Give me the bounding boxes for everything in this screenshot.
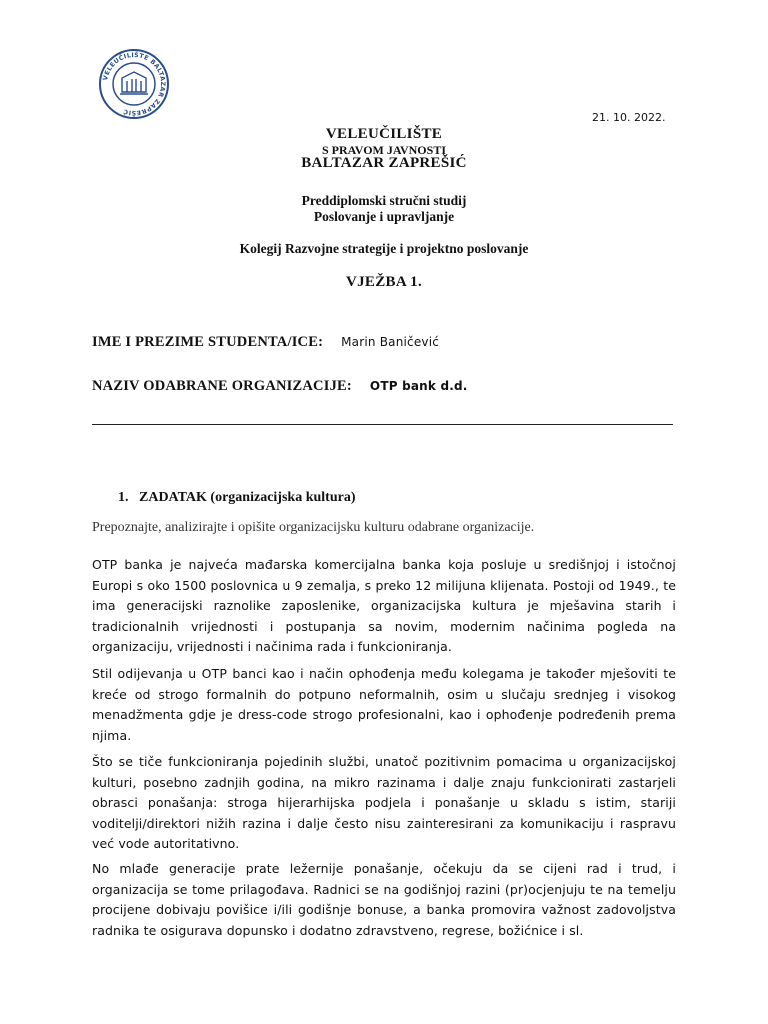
student-name: Marin Baničević [341,335,440,349]
header-institution: VELEUČILIŠTE [325,126,443,142]
study-field: Poslovanje i upravljanje [313,209,455,224]
organization-name: OTP bank d.d. [369,379,468,393]
study-program: Preddiplomski stručni studij [301,193,467,208]
task-title: ZADATAK (organizacijska kultura) [139,490,356,505]
header-public-rights: S PRAVOM JAVNOSTI [321,143,446,157]
paragraph: Što se tiče funkcioniranja pojedinih službi, unatoč pozitivnim pomacima u organizacijskoj kulturi, posebno zadnjih godina, na mikro razinama i dalje znaju funkcionirati zastarjeli obrasci ponašanja: stroga hijerarhijska podjela i ponašanje u skladu s istim, stariji voditelji/direktori nižih razina i dalje često nisu zainteresirani za komunikaciju i raspravu već vode autoritativno. [92,754,676,852]
task-intro: Prepoznajte, analizirajte i opišite organizacijsku kulturu odabrane organizacije. [92,520,535,535]
paragraph: Stil odijevanja u OTP banci kao i način ophođenja među kolegama je također mješoviti te kreće od strogo formalnih do potpuno neformalnih, osim u slučaju srednjeg i visokog menadžmenta gdje je dress-code strogo profesionalni, kao i ophođenje podređenih prema njima. [92,666,676,743]
task-heading [118,490,355,506]
building-icon [120,72,148,94]
task-number: 1. [118,490,129,505]
paragraph: OTP banka je najveća mađarska komercijalna banka koja posluje u središnjoj i istočnoj Europi s oko 1500 poslovnica u 9 zemalja, s preko 12 milijuna klijenata. Postoji od 1949., te ima generacijski raznolike zaposlenike, organizacijska kultura je mješavina starih i tradicionalnih vrijednosti i postupanja sa novim, modernim načinima pogleda na organizaciju, vrijednosti i načinima rada i funkcioniranja. [92,557,676,655]
course-title: Kolegij Razvojne strategije i projektno poslovanje [239,241,529,256]
svg-text:VELEUČILIŠTE BALTAZAR ZAPREŠIĆ [102,50,166,118]
institution-logo [98,48,170,120]
exercise-title: VJEŽBA 1. [345,274,423,290]
logo-ring-text: VELEUČILIŠTE BALTAZAR ZAPREŠIĆ [102,51,167,117]
paragraph: No mlađe generacije prate ležernije ponašanje, očekuju da se cijeni rad i trud, i organizacija se tome prilagođava. Radnici se na godišnjoj razini (pr)ocjenjuju te na temelju procijene dobivaju povišice i/ili godišnje bonuse, a banka promovira važnost zadovoljstva radnika te osigurava dopunsko i dodatno zdravstveno, regrese, božićnice i sl. [92,861,676,938]
document-date: 21. 10. 2022. [592,111,666,124]
header-institution-name: BALTAZAR ZAPREŠIĆ [301,155,467,171]
organization-label: NAZIV ODABRANE ORGANIZACIJE: [92,378,352,394]
student-field [92,334,439,351]
student-label: IME I PREZIME STUDENTA/ICE: [92,334,324,350]
organization-field [92,378,468,395]
separator-line [92,424,673,425]
